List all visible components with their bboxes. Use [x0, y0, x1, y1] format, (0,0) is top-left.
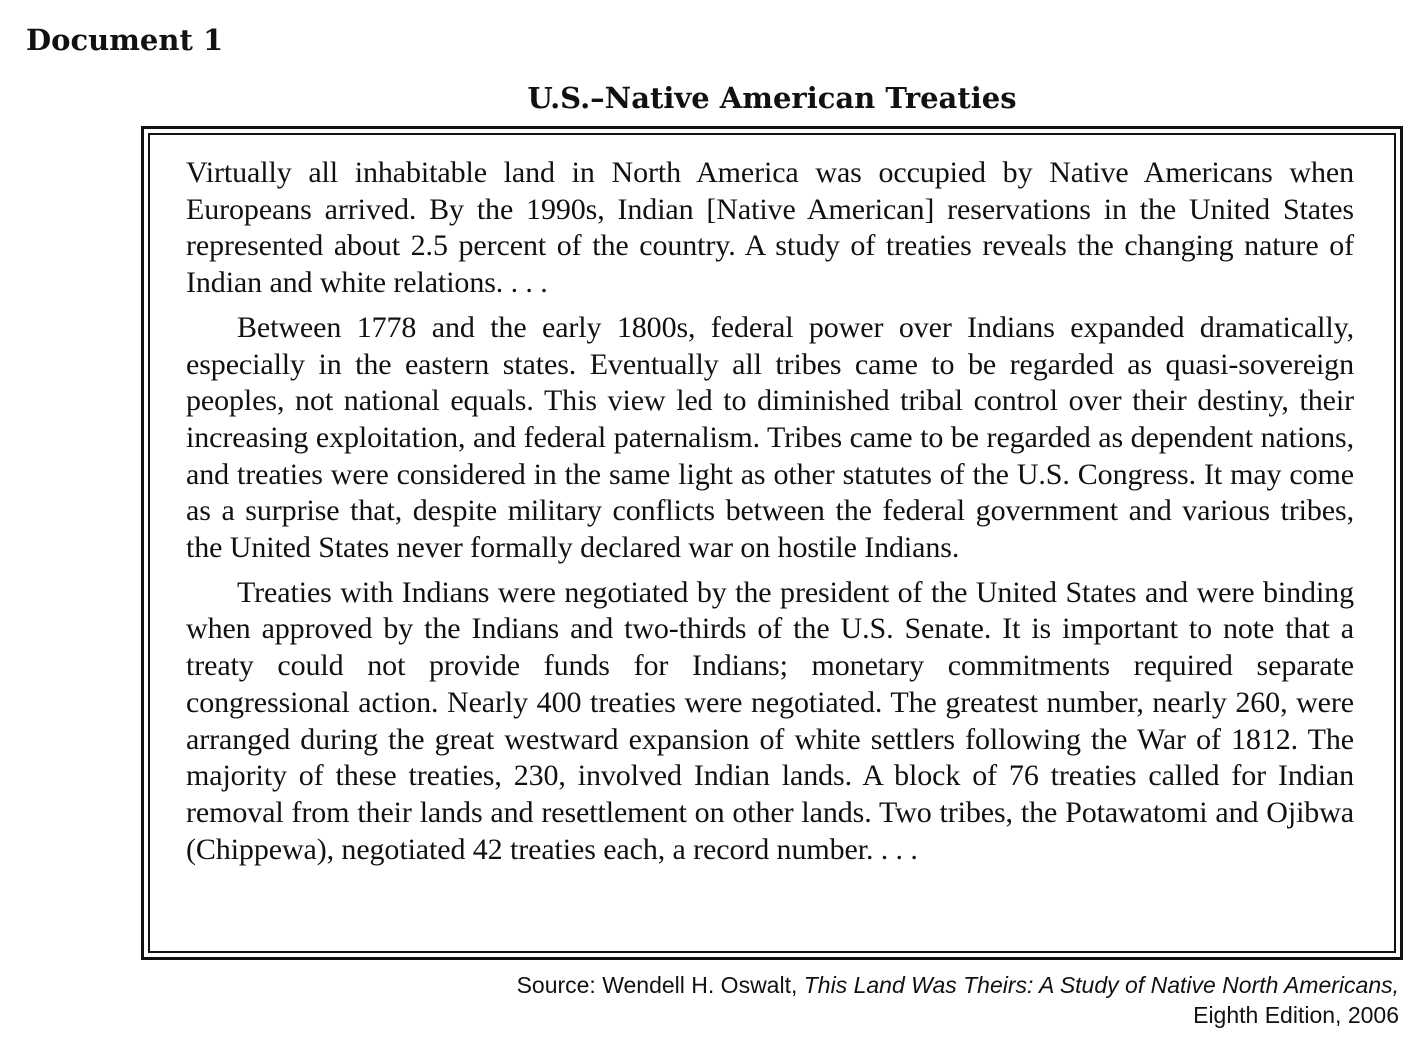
document-title: U.S.–Native American Treaties	[527, 81, 1017, 115]
source-work-title: This Land Was Theirs: A Study of Native North Americans,	[803, 972, 1399, 998]
source-citation	[517, 970, 1399, 1030]
excerpt-box	[141, 126, 1403, 960]
document-label: Document 1	[26, 23, 224, 57]
source-prefix: Source: Wendell H. Oswalt,	[516, 972, 804, 998]
excerpt-paragraph-3: Treaties with Indians were negotiated by the president of the United States and were binding when approved by the Indians and two-thirds of the U.S. Senate. It is important to note that a treaty could not provide funds for Indians; monetary commitments required separate congressional action. Nearly 400 treaties were negotiated. The greatest number, nearly 260, were arranged during the great westward expansion of white settlers following the War of 1812. The majority of these treaties, 230, involved Indian lands. A block of 76 treaties called for Indian removal from their lands and resettlement on other lands. Two tribes, the Potawatomi and Ojibwa (Chippewa), negotiated 42 treaties each, a record number. . . .	[186, 575, 1354, 866]
excerpt-paragraph-2: Between 1778 and the early 1800s, federal power over Indians expanded dramatically, especially in the eastern states. Eventually all tribes came to be regarded as quasi-sovereign peoples, not national equals. This view led to diminished tribal control over their destiny, their increasing exploitation, and federal paternalism. Tribes came to be regarded as dependent nations, and treaties were considered in the same light as other statutes of the U.S. Congress. It may come as a surprise that, despite military conflicts between the federal government and various tribes, the United States never formally declared war on hostile Indians.	[186, 310, 1354, 565]
excerpt-box-inner	[148, 133, 1396, 953]
excerpt-paragraph-1: Virtually all inhabitable land in North America was occupied by Native Americans when Europeans arrived. By the 1990s, Indian [Native American] reservations in the United States represented about 2.5 percent of the country. A study of treaties reveals the changing nature of Indian and white relations. . . .	[186, 156, 1354, 300]
source-edition: Eighth Edition, 2006	[1193, 1002, 1399, 1028]
